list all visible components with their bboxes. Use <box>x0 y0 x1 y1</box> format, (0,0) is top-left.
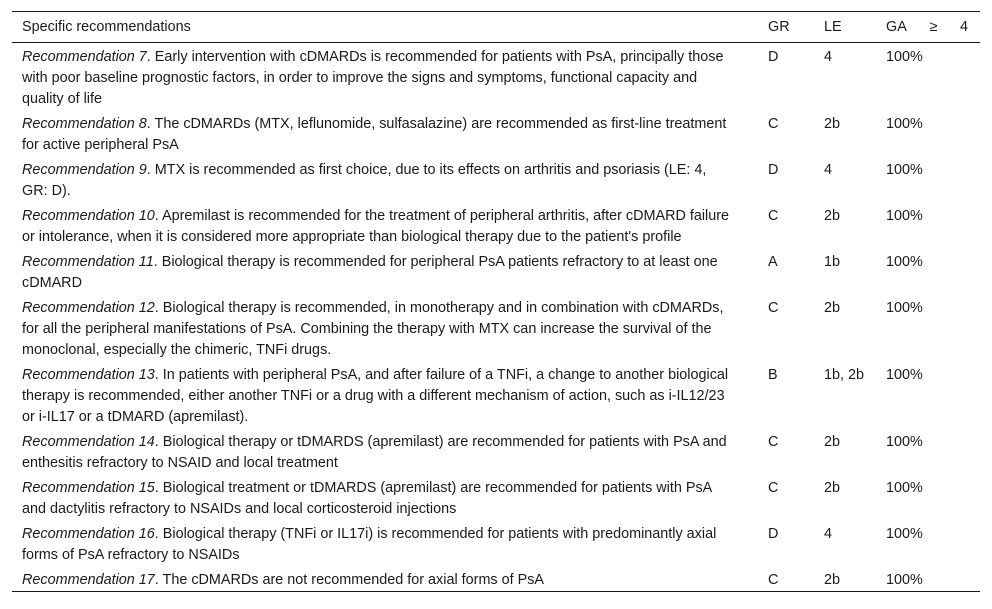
gr-cell: C <box>768 116 779 132</box>
recommendation-cell <box>12 566 758 592</box>
le-cell: 4 <box>824 526 833 542</box>
gr-cell: D <box>768 526 779 542</box>
ga-cell: 100% <box>886 572 923 588</box>
table-row <box>12 474 980 520</box>
le-cell: 2b <box>824 572 841 588</box>
gr-cell: C <box>768 300 779 316</box>
recommendation-label: Recommendation 11 <box>22 254 154 270</box>
recommendation-label: Recommendation 17 <box>22 572 155 588</box>
header-ga <box>876 12 980 43</box>
recommendation-text: . In patients with peripheral PsA, and after failure of a TNFi, a change to another biological therapy is recommended, either another TNFi or a drug with a different mechanism of action, such as i-IL12/23 or i-IL17 or a tDMARD (apremilast). <box>22 367 729 425</box>
recommendation-text: . Biological therapy is recommended for peripheral PsA patients refractory to at least one cDMARD <box>22 254 718 291</box>
table-row <box>12 361 980 428</box>
gr-cell: D <box>768 49 779 65</box>
table-header-row <box>12 12 980 43</box>
recommendation-text: . The cDMARDs are not recommended for axial forms of PsA <box>154 572 545 588</box>
le-cell: 4 <box>824 49 833 65</box>
recommendation-text: . Biological therapy or tDMARDS (apremilast) are recommended for patients with PsA and enthesitis refractory to NSAID and local treatment <box>22 434 727 471</box>
le-cell: 1b <box>824 254 841 270</box>
table-row <box>12 428 980 474</box>
recommendation-text: . Apremilast is recommended for the treatment of peripheral arthritis, after cDMARD failure or intolerance, when it is considered more appropriate than biological therapy due to the patient's profile <box>22 208 730 245</box>
recommendations-table <box>12 11 980 592</box>
table-row <box>12 248 980 294</box>
le-cell: 2b <box>824 208 841 224</box>
recommendation-label: Recommendation 15 <box>22 480 155 496</box>
le-cell: 4 <box>824 162 833 178</box>
recommendation-text: . Biological treatment or tDMARDS (apremilast) are recommended for patients with PsA and dactylitis refractory to NSAIDs and local corticosteroid injections <box>22 480 712 517</box>
recommendation-text: . The cDMARDs (MTX, leflunomide, sulfasalazine) are recommended as first-line treatment for active peripheral PsA <box>22 116 727 153</box>
table-row <box>12 43 980 111</box>
recommendation-cell <box>12 361 758 428</box>
header-ga-threshold: 4 <box>959 19 968 35</box>
ga-cell: 100% <box>886 526 923 542</box>
gr-cell: D <box>768 162 779 178</box>
header-specific-recommendations: Specific recommendations <box>22 19 191 35</box>
ga-cell: 100% <box>886 480 923 496</box>
ga-cell: 100% <box>886 367 923 383</box>
ga-cell: 100% <box>886 254 923 270</box>
recommendation-cell <box>12 474 758 520</box>
recommendation-cell <box>12 520 758 566</box>
table-row <box>12 202 980 248</box>
recommendation-label: Recommendation 12 <box>22 300 155 316</box>
le-cell: 2b <box>824 480 841 496</box>
recommendation-label: Recommendation 9 <box>22 162 147 178</box>
ga-cell: 100% <box>886 300 923 316</box>
recommendation-cell <box>12 110 758 156</box>
le-cell: 2b <box>824 434 841 450</box>
recommendations-table-wrapper <box>12 11 980 592</box>
recommendation-text: . Biological therapy is recommended, in monotherapy and in combination with cDMARDs, for all the peripheral manifestations of PsA. Combining the therapy with MTX can increase the survival of the monoclonal, especially the chimeric, TNFi drugs. <box>22 300 724 358</box>
recommendation-text: . MTX is recommended as first choice, due to its effects on arthritis and psoriasis (LE: 4, GR: D). <box>22 162 707 199</box>
recommendation-text: . Biological therapy (TNFi or IL17i) is recommended for patients with predominantly axial forms of PsA refractory to NSAIDs <box>22 526 717 563</box>
recommendation-cell <box>12 248 758 294</box>
gr-cell: C <box>768 434 779 450</box>
table-row <box>12 520 980 566</box>
table-row <box>12 566 980 592</box>
ga-cell: 100% <box>886 434 923 450</box>
recommendation-label: Recommendation 13 <box>22 367 155 383</box>
ga-cell: 100% <box>886 116 923 132</box>
gr-cell: B <box>768 367 778 383</box>
header-ga-symbol: ≥ <box>929 19 938 35</box>
ga-cell: 100% <box>886 208 923 224</box>
ga-cell: 100% <box>886 162 923 178</box>
recommendation-cell <box>12 43 758 111</box>
recommendation-cell <box>12 428 758 474</box>
recommendation-label: Recommendation 14 <box>22 434 155 450</box>
header-le: LE <box>824 19 842 35</box>
recommendation-cell <box>12 202 758 248</box>
header-ga-label: GA <box>886 19 907 35</box>
table-row <box>12 110 980 156</box>
recommendation-label: Recommendation 10 <box>22 208 155 224</box>
gr-cell: C <box>768 208 779 224</box>
le-cell: 2b <box>824 300 841 316</box>
ga-cell: 100% <box>886 49 923 65</box>
recommendation-text: . Early intervention with cDMARDs is recommended for patients with PsA, principally those with poor baseline prognostic factors, in order to improve the signs and symptoms, functional capacity and quality of life <box>22 49 724 107</box>
recommendation-cell <box>12 294 758 361</box>
gr-cell: A <box>768 254 778 270</box>
le-cell: 1b, 2b <box>824 367 865 383</box>
recommendation-label: Recommendation 16 <box>22 526 155 542</box>
gr-cell: C <box>768 572 779 588</box>
recommendation-label: Recommendation 7 <box>22 49 147 65</box>
gr-cell: C <box>768 480 779 496</box>
le-cell: 2b <box>824 116 841 132</box>
table-row <box>12 294 980 361</box>
header-gr: GR <box>768 19 790 35</box>
table-row <box>12 156 980 202</box>
recommendation-cell <box>12 156 758 202</box>
recommendation-label: Recommendation 8 <box>22 116 147 132</box>
